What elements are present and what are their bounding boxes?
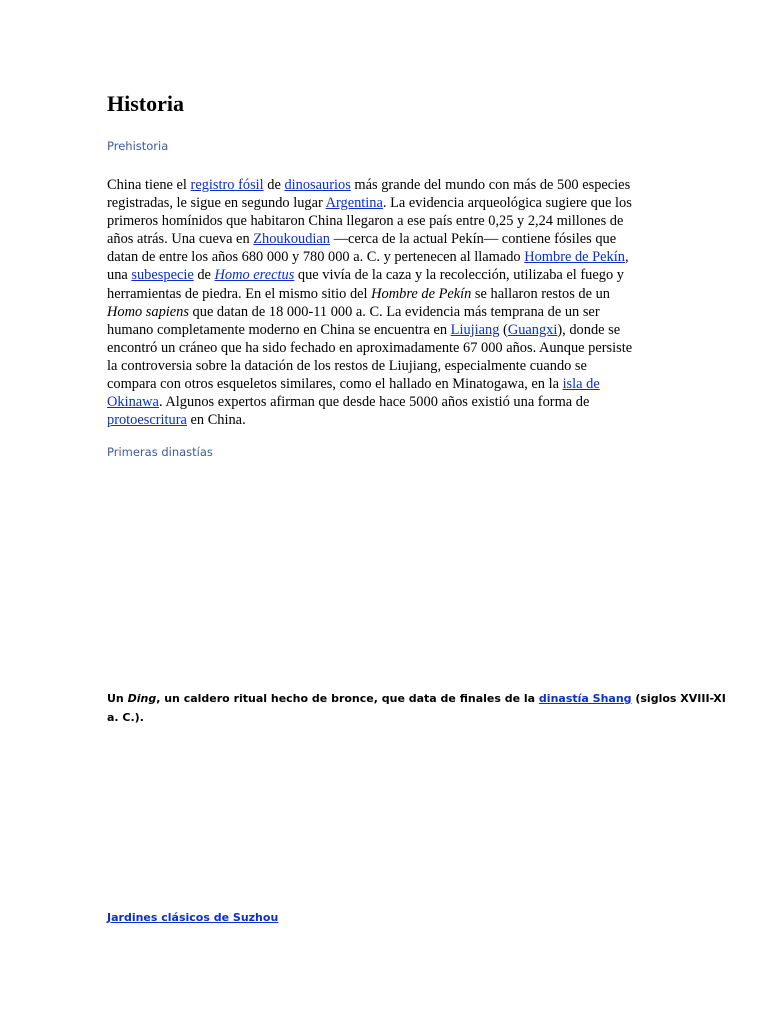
link-dinosaurios[interactable]: dinosaurios (284, 177, 351, 193)
prehistoria-paragraph (107, 176, 667, 429)
text-run: más grande del mundo con más de 500 especies (350, 177, 631, 193)
section-heading-primeras-dinastias: Primeras dinastías (107, 445, 213, 459)
paragraph-line (107, 248, 667, 266)
text-run: primeros homínidos que habitaron China llegaron a ese país entre 0,25 y 2,24 millones de (107, 213, 624, 230)
text-run: compara con otros esqueletos similares, como el hallado en Minatogawa, en la (107, 376, 563, 393)
italic-run: Ding (127, 692, 157, 705)
link-dinastia-shang[interactable]: dinastía Shang (538, 692, 632, 705)
text-run: a. C.). (107, 711, 144, 724)
text-run: se hallaron restos de un (471, 285, 610, 302)
text-run: ), donde se (557, 321, 621, 338)
text-run: de (263, 177, 285, 193)
paragraph-line (107, 266, 667, 284)
page-title: Historia (107, 91, 184, 116)
text-run: datan de entre los años 680 000 y 780 000 a. C. y pertenecen al llamado (107, 249, 525, 266)
section-heading-prehistoria: Prehistoria (107, 139, 169, 153)
text-run: (siglos XVIII-XI (631, 692, 726, 705)
paragraph-line (107, 212, 667, 230)
text-run: años atrás. Una cueva en (107, 231, 254, 248)
text-run: , (624, 249, 629, 266)
text-run: en China. (186, 412, 246, 429)
paragraph-line (107, 393, 667, 411)
link-zhoukoudian[interactable]: Zhoukoudian (253, 231, 330, 248)
text-run: que vivía de la caza y la recolección, utilizaba el fuego y (294, 267, 624, 284)
text-run: . La evidencia arqueológica sugiere que los (382, 195, 632, 212)
italic-run: Homo sapiens (107, 303, 189, 320)
image-area-suzhou (107, 735, 667, 900)
text-run: que datan de 18 000-11 000 a. C. La evidencia más temprana de un ser (188, 303, 600, 320)
link-guangxi[interactable]: Guangxi (507, 321, 558, 338)
link-isla-de-okinawa-cont[interactable]: Okinawa (107, 394, 159, 411)
paragraph-line (107, 285, 667, 303)
text-run: Un (107, 692, 128, 705)
text-run: , un caldero ritual hecho de bronce, que data de finales de la (156, 692, 539, 705)
link-registro-fosil[interactable]: registro fósil (190, 177, 264, 193)
link-argentina[interactable]: Argentina (325, 195, 383, 212)
paragraph-line (107, 176, 667, 194)
image-caption (107, 689, 726, 727)
italic-run: Hombre de Pekín (371, 285, 472, 302)
link-isla-de-okinawa[interactable]: isla de (562, 376, 600, 393)
image-area-ding (107, 470, 667, 680)
text-run: . Algunos expertos afirman que desde hace 5000 años existió una forma de (158, 394, 590, 411)
paragraph-line (107, 303, 667, 321)
paragraph-line (107, 357, 667, 375)
caption-line (107, 708, 667, 727)
text-run: —cerca de la actual Pekín— contiene fósiles que (330, 231, 617, 248)
paragraph-line (107, 411, 667, 429)
text-run: una (107, 267, 132, 284)
paragraph-line (107, 230, 667, 248)
text-run: de (193, 267, 215, 284)
bottom-caption (107, 909, 278, 927)
paragraph-line (107, 339, 667, 357)
paragraph-line (107, 321, 667, 339)
link-liujiang[interactable]: Liujiang (450, 321, 500, 338)
text-run: encontró un cráneo que ha sido fechado en aproximadamente 67 000 años. Aunque persiste (107, 339, 633, 356)
caption-line (107, 689, 726, 708)
text-run: la controversia sobre la datación de los restos de Liujiang, especialmente cuando se (107, 357, 587, 374)
text-run: registradas, le sigue en segundo lugar (107, 195, 326, 212)
text-run: humano completamente moderno en China se encuentra en (107, 321, 451, 338)
text-run: herramientas de piedra. En el mismo sitio del (107, 285, 372, 302)
link-hombre-de-pekin[interactable]: Hombre de Pekín (524, 249, 625, 266)
link-protoescritura[interactable]: protoescritura (107, 412, 187, 429)
paragraph-line (107, 194, 667, 212)
text-run: ( (499, 321, 508, 338)
link-subespecie[interactable]: subespecie (131, 267, 194, 284)
link-jardines-clasicos-de-suzhou[interactable]: Jardines clásicos de Suzhou (107, 911, 279, 924)
text-run: China tiene el (107, 177, 191, 193)
link-homo-erectus[interactable]: Homo erectus (214, 267, 295, 284)
paragraph-line (107, 375, 667, 393)
